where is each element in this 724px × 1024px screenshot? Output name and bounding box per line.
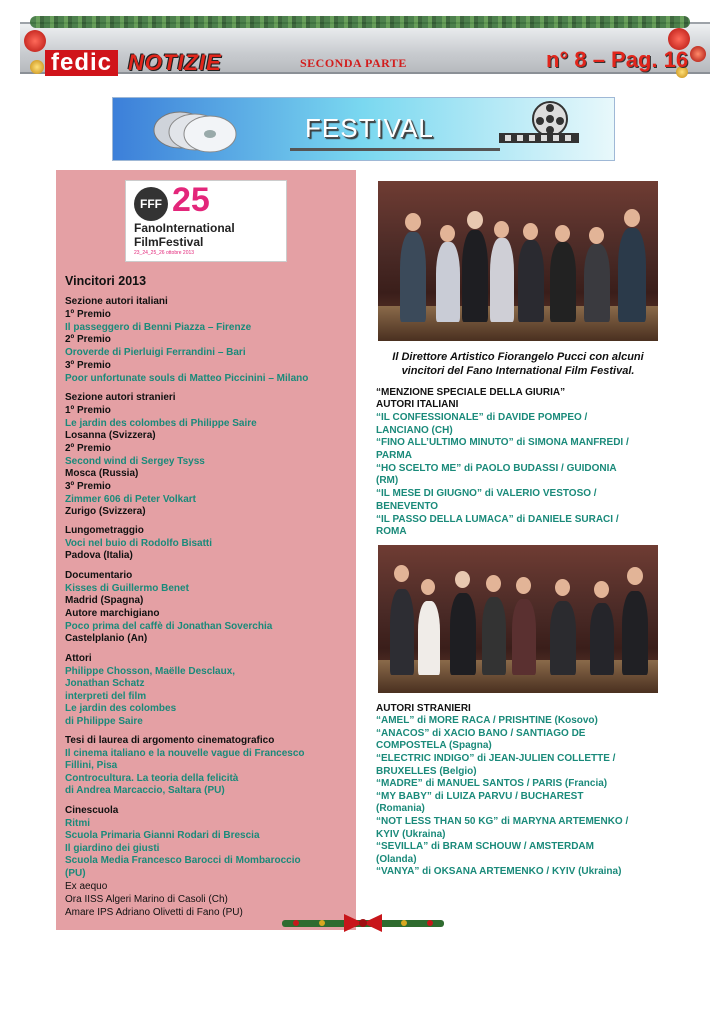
photo-person	[418, 601, 440, 675]
section-heading: Sezione autori stranieri	[65, 392, 176, 403]
ornament-left	[24, 30, 46, 52]
prize-label: 2º Premio	[65, 334, 111, 345]
section-subheading: AUTORI ITALIANI	[376, 399, 459, 410]
film-entry: Il passeggero di Benni Piazza – Firenze	[65, 322, 252, 333]
award-entry: “NOT LESS THAN 50 KG” di MARYNA ARTEMENKO /	[376, 816, 629, 827]
ornament-gold-left	[30, 60, 44, 74]
award-entry: KYIV (Ukraina)	[376, 829, 446, 840]
photo-person	[550, 242, 576, 322]
photo-person	[550, 601, 576, 675]
photo-head	[421, 579, 435, 595]
film-entry: Second wind di Sergey Tsyss	[65, 456, 205, 467]
section-heading: Cinescuola	[65, 805, 119, 816]
film-place: Losanna (Svizzera)	[65, 430, 156, 441]
section-heading: Documentario	[65, 570, 133, 581]
photo-person	[400, 232, 426, 322]
photo-person	[450, 593, 476, 675]
award-entry: (Romania)	[376, 803, 425, 814]
fedic-logo: fedic	[45, 50, 118, 76]
award-entry: PARMA	[376, 450, 412, 461]
film-entry: Controcultura. La teoria della felicità	[65, 773, 239, 784]
award-entry: “IL PASSO DELLA LUMACA” di DANIELE SURACI /	[376, 514, 619, 525]
festival-title: FESTIVAL	[305, 113, 434, 143]
award-entry: “ELECTRIC INDIGO” di JEAN-JULIEN COLLETTE /	[376, 753, 616, 764]
photo-person	[512, 599, 536, 675]
film-entry: Jonathan Schatz	[65, 678, 145, 689]
film-entry: di Philippe Saire	[65, 716, 143, 727]
winners-title: Vincitori 2013	[65, 274, 147, 288]
award-entry: (RM)	[376, 475, 399, 486]
award-entry: “IL CONFESSIONALE” di DAVIDE POMPEO /	[376, 412, 588, 423]
photo-head	[516, 577, 531, 594]
award-entry: BENEVENTO	[376, 501, 439, 512]
photo-person	[482, 597, 506, 675]
award-entry: “ANACOS” di XACIO BANO / SANTIAGO DE	[376, 728, 586, 739]
photo-head	[523, 223, 538, 240]
dvd-discs-icon	[150, 100, 245, 158]
photo-head	[440, 225, 455, 242]
film-entry: (PU)	[65, 868, 86, 879]
photo-head	[486, 575, 501, 592]
garland-decoration	[30, 16, 690, 28]
film-entry: Le jardin des colombes	[65, 703, 177, 714]
film-entry: Il giardino dei giusti	[65, 843, 160, 854]
award-entry: “HO SCELTO ME” di PAOLO BUDASSI / GUIDONIA	[376, 463, 617, 474]
photo-head	[405, 213, 421, 231]
section-heading: Lungometraggio	[65, 525, 144, 536]
award-photo-1	[378, 181, 658, 341]
photo-person	[490, 238, 514, 322]
award-photo-2	[378, 545, 658, 693]
photo-head	[555, 225, 570, 242]
photo-person	[618, 228, 646, 322]
section-heading: Attori	[65, 653, 92, 664]
photo-person	[462, 230, 488, 322]
prize-label: 1º Premio	[65, 405, 111, 416]
film-entry: di Andrea Marcaccio, Saltara (PU)	[65, 785, 225, 796]
film-entry: Ora IISS Algeri Marino di Casoli (Ch)	[65, 894, 228, 905]
award-entry: “FINO ALL’ULTIMO MINUTO” di SIMONA MANFREDI /	[376, 437, 629, 448]
prize-label: 3º Premio	[65, 481, 111, 492]
film-entry: Philippe Chosson, Maëlle Desclaux,	[65, 666, 236, 677]
film-entry: Voci nel buio di Rodolfo Bisatti	[65, 538, 213, 549]
photo-person	[590, 603, 614, 675]
photo-person	[622, 591, 648, 675]
film-entry: Poco prima del caffè di Jonathan Soverchia	[65, 621, 273, 632]
ex-aequo-label: Ex aequo	[65, 881, 108, 892]
photo-head	[555, 579, 570, 596]
section-heading: Tesi di laurea di argomento cinematografico	[65, 735, 275, 746]
award-entry: (Olanda)	[376, 854, 417, 865]
photo-head	[467, 211, 483, 229]
photo-person	[390, 589, 414, 675]
section-heading: Sezione autori italiani	[65, 296, 168, 307]
photo-head	[494, 221, 509, 238]
award-entry: “VANYA” di OKSANA ARTEMENKO / KYIV (Ukraina)	[376, 866, 622, 877]
ornament-right-2	[690, 46, 706, 62]
award-entry: “IL MESE DI GIUGNO” di VALERIO VESTOSO /	[376, 488, 597, 499]
award-entry: “AMEL” di MORE RACA / PRISHTINE (Kosovo)	[376, 715, 598, 726]
award-entry: “MY BABY” di LUIZA PARVU / BUCHAREST	[376, 791, 584, 802]
award-entry: COMPOSTELA (Spagna)	[376, 740, 492, 751]
film-entry: Zimmer 606 di Peter Volkart	[65, 494, 196, 505]
film-entry: Il cinema italiano e la nouvelle vague di Francesco	[65, 748, 305, 759]
page-number: n° 8 – Pag. 16	[546, 47, 689, 72]
film-entry: Amare IPS Adriano Olivetti di Fano (PU)	[65, 907, 243, 918]
film-place: Madrid (Spagna)	[65, 595, 144, 606]
film-place: Padova (Italia)	[65, 550, 133, 561]
film-entry: Le jardin des colombes di Philippe Saire	[65, 418, 257, 429]
award-entry: BRUXELLES (Belgio)	[376, 766, 477, 777]
film-entry: Scuola Primaria Gianni Rodari di Brescia	[65, 830, 260, 841]
film-entry: Oroverde di Pierluigi Ferrandini – Bari	[65, 347, 246, 358]
photo-head	[589, 227, 604, 244]
film-place: Castelplanio (An)	[65, 633, 148, 644]
award-entry: ROMA	[376, 526, 407, 537]
film-entry: Fillini, Pisa	[65, 760, 118, 771]
photo-person	[584, 244, 610, 322]
photo-person	[436, 242, 460, 322]
photo-head	[594, 581, 609, 598]
film-entry: interpreti del film	[65, 691, 147, 702]
prize-label: 1º Premio	[65, 309, 111, 320]
photo-head	[624, 209, 640, 227]
section-heading: AUTORI STRANIERI	[376, 703, 471, 714]
film-entry: Poor unfortunate souls di Matteo Piccinini – Milano	[65, 373, 309, 384]
film-entry: Ritmi	[65, 818, 90, 829]
prize-label: 3º Premio	[65, 360, 111, 371]
photo-head	[627, 567, 643, 585]
award-entry: “MADRE” di MANUEL SANTOS / PARIS (Francia)	[376, 778, 608, 789]
christmas-bow-icon	[282, 912, 444, 934]
section-heading: Autore marchigiano	[65, 608, 160, 619]
prize-label: 2º Premio	[65, 443, 111, 454]
award-entry: “SEVILLA” di BRAM SCHOUW / AMSTERDAM	[376, 841, 594, 852]
award-entry: LANCIANO (CH)	[376, 425, 453, 436]
film-reel-icon	[495, 99, 585, 155]
section-heading: “MENZIONE SPECIALE DELLA GIURIA”	[376, 387, 566, 398]
section-label: SECONDA PARTE	[300, 56, 407, 70]
film-place: Zurigo (Svizzera)	[65, 506, 146, 517]
fano-festival-logo: FFF 25 FanoInternational FilmFestival 23_24_25_26 ottobre 2013	[125, 180, 287, 262]
photo-person	[518, 240, 544, 322]
film-place: Mosca (Russia)	[65, 468, 139, 479]
photo-caption: Il Direttore Artistico Fiorangelo Pucci con alcuni vincitori del Fano International Film Festival.	[392, 351, 644, 377]
notizie-logo: NOTIZIE	[128, 50, 222, 75]
photo-head	[394, 565, 409, 582]
photo-head	[455, 571, 470, 588]
banner-underline	[290, 148, 500, 151]
film-entry: Scuola Media Francesco Barocci di Mombaroccio	[65, 855, 301, 866]
film-entry: Kisses di Guillermo Benet	[65, 583, 189, 594]
